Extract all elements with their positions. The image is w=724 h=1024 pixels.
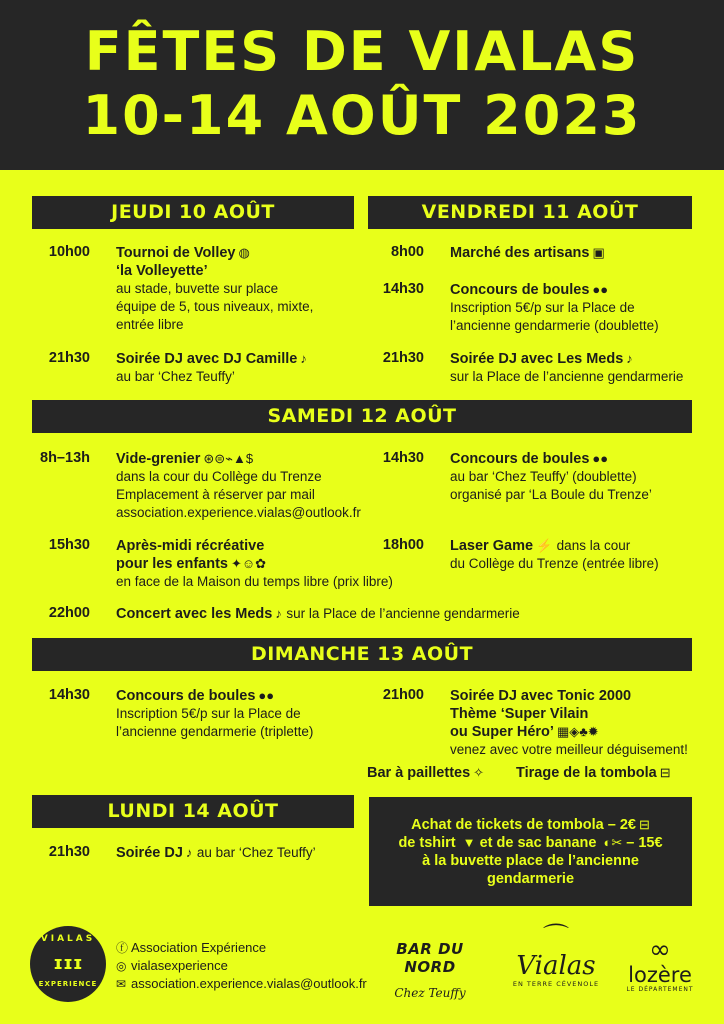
event-desc: Emplacement à réserver par mail <box>116 487 315 502</box>
event-title: Concours de boules <box>116 688 256 704</box>
event-desc: venez avec votre meilleur déguisement! <box>450 742 688 757</box>
event-title-2: pour les enfants <box>116 556 228 572</box>
day-header-jeudi: JEUDI 10 AOÛT <box>32 196 354 229</box>
event-title: Soirée DJ <box>116 845 183 861</box>
poster-header <box>0 0 724 170</box>
event-time: 18h00 <box>382 537 424 553</box>
event-desc: association.experience.vialas@outlook.fr <box>116 505 361 520</box>
boules-icon: ●● <box>592 451 609 466</box>
event-title-2: Thème ‘Super Vilain <box>450 706 589 722</box>
facebook-link[interactable]: ⓕ Association Expérience <box>116 940 267 955</box>
event-desc: du Collège du Trenze (entrée libre) <box>450 556 659 571</box>
tombola-box <box>369 797 692 906</box>
lozere-logo <box>614 936 706 993</box>
poster-title: FÊTES DE VIALAS <box>84 20 640 83</box>
event-title: Concours de boules <box>450 282 590 298</box>
event-time: 21h30 <box>48 844 90 860</box>
vide-grenier-icons: ⊛⊜⌁▲$ <box>203 451 254 466</box>
vialas-experience-logo <box>30 926 106 1002</box>
tombola-line-1: Achat de tickets de tombola – 2€ <box>411 817 636 833</box>
logo-top-text: VIALAS <box>40 934 96 944</box>
event-title-3: ou Super Héro’ <box>450 724 554 740</box>
event-desc: l’ancienne gendarmerie (triplette) <box>116 724 314 739</box>
banana-bag-icon: ◐✂ <box>603 835 623 850</box>
tshirt-icon: ▼ <box>462 835 476 850</box>
lozere-subtext: LE DÉPARTEMENT <box>626 986 694 993</box>
tirage-tombola-label: Tirage de la tombola <box>516 765 657 781</box>
contact-list <box>116 939 367 993</box>
event-inline: dans la cour <box>556 538 631 553</box>
tombola-price: – 15€ <box>626 835 663 851</box>
event-desc: au stade, buvette sur place <box>116 281 279 296</box>
hero-icons: ▦◈♣✹ <box>556 724 599 739</box>
event-desc: sur la Place de l’ancienne gendarmerie <box>450 369 684 384</box>
event-title: Tournoi de Volley <box>116 245 236 261</box>
event-title: Après-midi récréative <box>116 538 265 554</box>
event-time: 22h00 <box>48 605 90 621</box>
gift-icon: ▣ <box>592 245 605 260</box>
event-desc: en face de la Maison du temps libre (prix libre) <box>116 574 393 589</box>
event-desc: l’ancienne gendarmerie (doublette) <box>450 318 659 333</box>
sparkle-icon: ✧ <box>473 765 485 780</box>
event-time: 10h00 <box>48 244 90 260</box>
lightning-icon: ⚡ <box>536 538 553 553</box>
event-desc: Inscription 5€/p sur la Place de <box>450 300 635 315</box>
event-desc: équipe de 5, tous niveaux, mixte, <box>116 299 314 314</box>
footer <box>0 920 724 1024</box>
event-title: Concert avec les Meds <box>116 606 273 622</box>
day-header-vendredi: VENDREDI 11 AOÛT <box>368 196 692 229</box>
lozere-text: lozère <box>628 963 692 987</box>
infinity-icon: ∞ <box>649 935 671 965</box>
event-desc: Inscription 5€/p sur la Place de <box>116 706 301 721</box>
event-time: 8h–13h <box>40 450 90 466</box>
event-desc: au bar ‘Chez Teuffy’ <box>116 369 235 384</box>
day-header-lundi: LUNDI 14 AOÛT <box>32 795 354 828</box>
bar-paillettes-label: Bar à paillettes <box>367 765 471 781</box>
logo-bottom-text: EXPERIENCE <box>38 980 98 988</box>
event-inline: sur la Place de l’ancienne gendarmerie <box>286 606 520 621</box>
bar-du-nord-text: BAR DU NORD <box>396 940 464 976</box>
event-title: Vide-grenier <box>116 451 201 467</box>
event-time: 21h00 <box>382 687 424 703</box>
tombola-line-3: à la buvette place de l’ancienne <box>422 853 639 869</box>
vialas-commune-logo <box>506 924 606 988</box>
event-time: 14h30 <box>382 281 424 297</box>
mountain-icon: ⌒ <box>542 923 569 953</box>
mail-icon: ✉ <box>116 977 127 991</box>
email-link[interactable]: ✉ association.experience.vialas@outlook.fr <box>116 976 367 991</box>
event-title: Concours de boules <box>450 451 590 467</box>
chez-teuffy-text: Chez Teuffy <box>394 986 466 1000</box>
event-time: 21h30 <box>382 350 424 366</box>
ticket-icon: ⊟ <box>659 765 671 780</box>
day-header-dimanche: DIMANCHE 13 AOÛT <box>32 638 692 671</box>
event-time: 14h30 <box>48 687 90 703</box>
facebook-icon: ⓕ <box>116 941 129 955</box>
instagram-link[interactable]: ◎ vialasexperience <box>116 958 228 973</box>
bar-du-nord-logo <box>370 940 490 1000</box>
bar-paillettes <box>367 765 484 781</box>
tombola-line-4: gendarmerie <box>486 871 575 887</box>
event-desc: au bar ‘Chez Teuffy’ (doublette) <box>450 469 637 484</box>
event-title: Soirée DJ avec Les Meds <box>450 351 624 367</box>
music-note-icon: ♪ <box>275 606 282 621</box>
event-title: Laser Game <box>450 538 534 554</box>
music-note-icon: ♪ <box>185 845 193 860</box>
volleyball-icon: ◍ <box>238 245 250 260</box>
kids-icons: ✦☺✿ <box>231 556 267 571</box>
lights-icon: ɪɪɪ <box>53 953 83 974</box>
instagram-icon: ◎ <box>116 959 127 973</box>
event-desc: dans la cour du Collège du Trenze <box>116 469 322 484</box>
event-title-2: ‘la Volleyette’ <box>116 263 208 279</box>
boules-icon: ●● <box>258 688 275 703</box>
event-time: 21h30 <box>48 350 90 366</box>
tombola-tshirt: de tshirt <box>398 835 456 851</box>
vialas-subtext: EN TERRE CÉVENOLE <box>512 980 600 988</box>
boules-icon: ●● <box>592 282 609 297</box>
event-title: Marché des artisans <box>450 245 590 261</box>
vialas-text: Vialas <box>516 951 596 981</box>
day-header-samedi: SAMEDI 12 AOÛT <box>32 400 692 433</box>
ticket-icon: ⊟ <box>638 817 650 832</box>
tirage-tombola <box>516 765 671 781</box>
poster-dates: 10-14 AOÛT 2023 <box>82 84 642 147</box>
event-time: 8h00 <box>390 244 424 260</box>
event-desc: organisé par ‘La Boule du Trenze’ <box>450 487 652 502</box>
event-time: 15h30 <box>48 537 90 553</box>
tombola-sac: et de sac banane <box>479 835 597 851</box>
event-desc: entrée libre <box>116 317 184 332</box>
event-inline: au bar ‘Chez Teuffy’ <box>196 845 316 860</box>
event-time: 14h30 <box>382 450 424 466</box>
event-title: Soirée DJ avec Tonic 2000 <box>450 688 632 704</box>
music-note-icon: ♪ <box>626 351 633 366</box>
music-note-icon: ♪ <box>300 351 307 366</box>
event-title: Soirée DJ avec DJ Camille <box>116 351 298 367</box>
